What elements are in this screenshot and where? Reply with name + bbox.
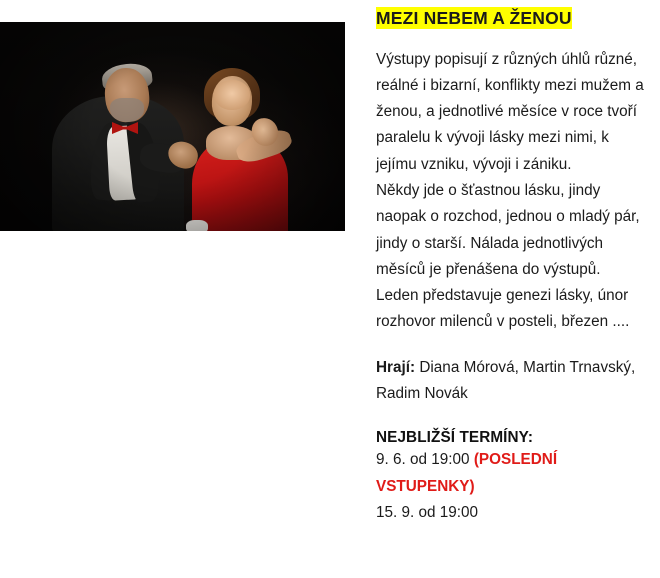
date-item-1 xyxy=(376,447,646,500)
cast-names: Diana Mórová, Martin Trnavský, Radim Novák xyxy=(376,358,636,403)
photo-canvas xyxy=(0,22,345,231)
page-title: MEZI NEBEM A ŽENOU xyxy=(376,8,572,28)
actress-face xyxy=(214,80,250,110)
photo-vignette xyxy=(0,22,345,231)
upcoming-dates-heading: NEJBLIŽŠÍ TERMÍNY: xyxy=(376,429,534,447)
theatre-photo xyxy=(0,22,345,231)
cast-label: Hrají: xyxy=(376,358,416,376)
description-paragraph-1: Výstupy popisují z různých úhlů různé, reálné i bizarní, konflikty mezi mužem a ženou, a jednotlivé měsíce v roce tvoří paralelu k vývoji lásky mezi nimi, k jejímu vzniku, vývoji i zániku. xyxy=(376,50,644,173)
date-item-1-note: (POSLEDNÍ VSTUPENKY) xyxy=(376,451,558,495)
cast-line xyxy=(376,355,646,408)
description-paragraph-2: Někdy jde o šťastnou lásku, jindy naopak o rozchod, jednou o mladý pár, jindy o starší. Nálada jednotlivých měsíců je přenášena do výstupů. Leden představuje genezi lásky, únor rozhovor milenců v posteli, březen .... xyxy=(376,181,640,331)
date-item-1-date: 9. 6. od 19:00 xyxy=(376,451,474,469)
article-content xyxy=(376,0,646,526)
title-row xyxy=(376,6,646,31)
date-item-2-date: 15. 9. od 19:00 xyxy=(376,503,479,521)
date-item-2 xyxy=(376,500,646,526)
